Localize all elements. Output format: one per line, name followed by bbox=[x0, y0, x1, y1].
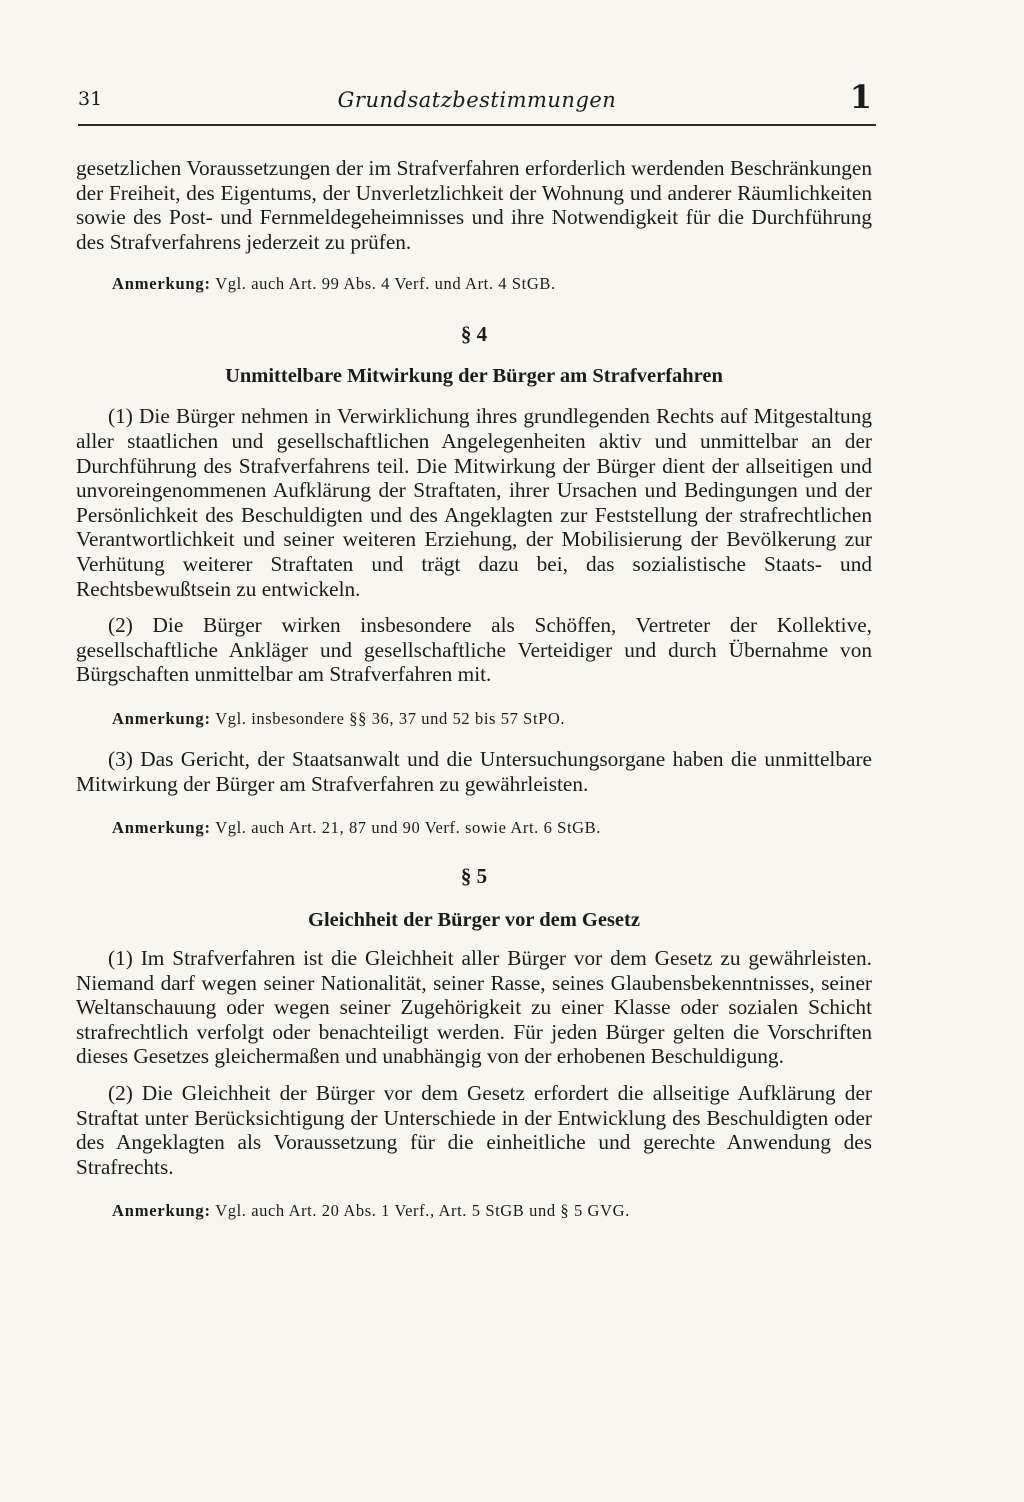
note-text: Vgl. auch Art. 99 Abs. 4 Verf. und Art. 4 StGB. bbox=[215, 274, 556, 294]
note-label: Anmerkung: bbox=[112, 1201, 211, 1221]
running-title: Grundsatzbestimmungen bbox=[337, 88, 617, 112]
note-3 bbox=[76, 818, 872, 838]
chapter-number: 1 bbox=[849, 78, 872, 116]
intro-paragraph: gesetzlichen Voraussetzungen der im Strafverfahren erforderlich werdenden Beschränkungen der Freiheit, des Eigentums, der Unverletzlichkeit der Wohnung und anderer Räumlichkeiten sowie des Post- und Fernmeldegeheimnisses und ihre Notwendigkeit für die Durchführung des Strafverfahrens jederzeit zu prüfen. bbox=[76, 156, 872, 254]
section-4-paragraph-3: (3) Das Gericht, der Staatsanwalt und die Untersuchungsorgane haben die unmittelbare Mitwirkung der Bürger am Strafverfahren zu gewährleisten. bbox=[76, 746, 872, 796]
note-label: Anmerkung: bbox=[112, 274, 211, 294]
page-number: 31 bbox=[78, 88, 103, 110]
note-label: Anmerkung: bbox=[112, 818, 211, 838]
note-1 bbox=[76, 274, 872, 294]
note-text: Vgl. auch Art. 21, 87 und 90 Verf. sowie Art. 6 StGB. bbox=[215, 818, 601, 838]
section-4-number: § 4 bbox=[460, 322, 488, 347]
section-5-number: § 5 bbox=[460, 864, 488, 889]
section-5-paragraph-1: (1) Im Strafverfahren ist die Gleichheit aller Bürger vor dem Gesetz zu gewährleisten. Niemand darf wegen seiner Nationalität, seiner Rasse, seines Glaubensbekenntnisses, seiner Weltanschauung oder wegen seiner Zugehörigkeit zu einer Klasse oder sozialen Schicht strafrechtlich verfolgt oder benachteiligt werden. Für jeden Bürger gelten die Vorschriften dieses Gesetzes gleichermaßen und unabhängig von der erhobenen Beschuldigung. bbox=[76, 946, 872, 1069]
section-4-paragraph-2: (2) Die Bürger wirken insbesondere als Schöffen, Vertreter der Kollektive, gesellschaftliche Ankläger und gesellschaftliche Verteidiger und durch Übernahme von Bürgschaften unmittelbar am Strafverfahren mit. bbox=[76, 613, 872, 687]
running-header bbox=[78, 78, 876, 126]
page-body bbox=[76, 152, 872, 1221]
section-4-paragraph-1: (1) Die Bürger nehmen in Verwirklichung ihres grundlegenden Rechts auf Mitgestaltung aller staatlichen und gesellschaftlichen Angelegenheiten aktiv und unmittelbar an der Durchführung des Strafverfahrens teil. Die Mitwirkung der Bürger dient der allseitigen und unvoreingenommenen Aufklärung der Straftaten, ihrer Ursachen und Bedingungen und der Persönlichkeit des Beschuldigten und des Angeklagten zur Feststellung der strafrechtlichen Verantwortlichkeit und seiner weiteren Erziehung, der Mobilisierung der Bevölkerung zur Verhütung weiterer Straftaten und trägt dazu bei, das sozialistische Staats- und Rechtsbewußtsein zu entwickeln. bbox=[76, 404, 872, 601]
section-4-title: Unmittelbare Mitwirkung der Bürger am Strafverfahren bbox=[225, 365, 723, 388]
section-5-title: Gleichheit der Bürger vor dem Gesetz bbox=[308, 909, 640, 932]
note-text: Vgl. auch Art. 20 Abs. 1 Verf., Art. 5 StGB und § 5 GVG. bbox=[215, 1201, 630, 1221]
section-5-paragraph-2: (2) Die Gleichheit der Bürger vor dem Gesetz erfordert die allseitige Aufklärung der Straftat unter Berücksichtigung der Unterschiede in der Entwicklung des Beschuldigten oder des Angeklagten als Voraussetzung für die einheitliche und gerechte Anwendung des Strafrechts. bbox=[76, 1081, 872, 1179]
note-label: Anmerkung: bbox=[112, 708, 211, 728]
note-2 bbox=[76, 709, 872, 729]
note-text: Vgl. insbesondere §§ 36, 37 und 52 bis 57 StPO. bbox=[215, 708, 566, 728]
note-4 bbox=[76, 1201, 872, 1221]
